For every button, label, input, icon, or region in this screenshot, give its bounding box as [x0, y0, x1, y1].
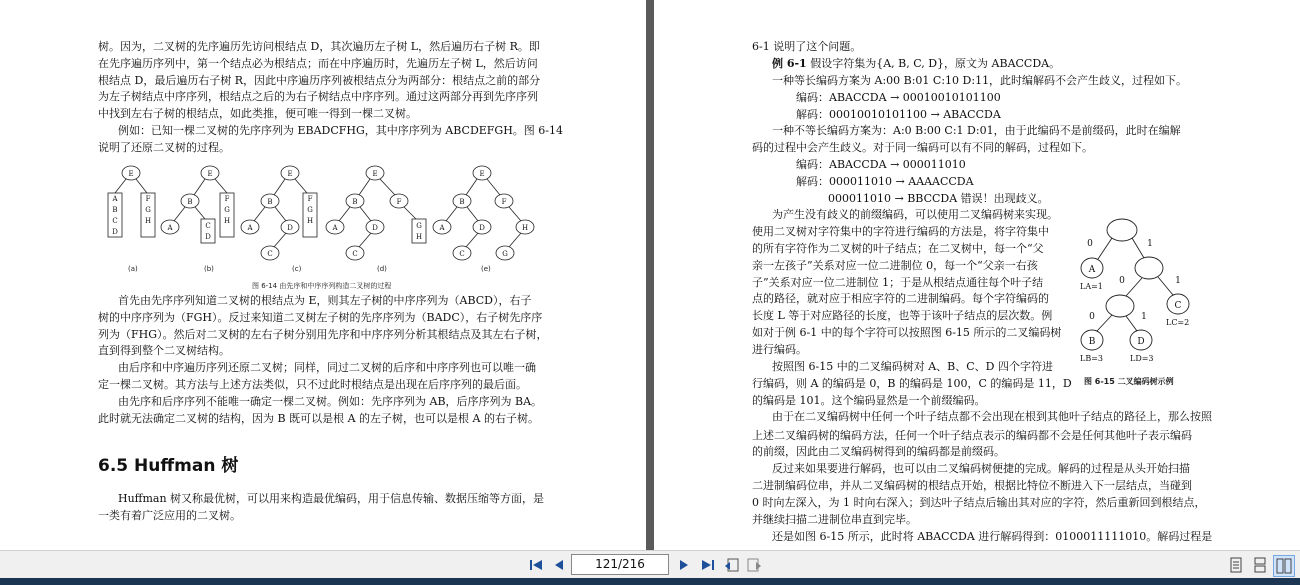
- svg-text:B: B: [352, 198, 358, 206]
- page-gutter: [646, 0, 654, 550]
- tree-node: [1135, 257, 1163, 279]
- go-back-icon: [724, 557, 740, 573]
- edge-label: 0: [1087, 239, 1093, 249]
- leaf-label: B: [1088, 337, 1096, 347]
- svg-text:D: D: [479, 224, 485, 232]
- svg-text:F: F: [307, 195, 313, 203]
- edge-label: 1: [1141, 312, 1147, 322]
- subfigure-label: (e): [481, 265, 491, 273]
- text-line: 使用二叉树对字符集中的字符进行编码的方法是，将字符集中: [752, 225, 1049, 238]
- tree-node: [1107, 219, 1137, 241]
- svg-text:E: E: [207, 170, 213, 178]
- svg-text:D: D: [287, 224, 293, 232]
- text-line: 由先序和后序序列不能唯一确定一棵二叉树。例如：先序序列为 AB，后序序列为 BA。: [118, 394, 543, 408]
- continuous-view-icon: [1253, 557, 1267, 573]
- svg-text:G: G: [145, 206, 151, 214]
- section-title: 6.5 Huffman 树: [98, 456, 239, 476]
- svg-text:D: D: [372, 224, 378, 232]
- leaf-length: LA=1: [1080, 282, 1103, 291]
- svg-text:H: H: [223, 217, 231, 225]
- svg-text:C: C: [267, 250, 273, 258]
- svg-text:G: G: [416, 222, 422, 230]
- go-forward-icon: [746, 557, 762, 573]
- text-line: 按照图 6-15 中的二叉编码树对 A、B、C、D 四个字符进: [772, 360, 1053, 373]
- text-line: 反过来如果要进行解码，也可以由二叉编码树便捷的完成。解码的过程是从头开始扫描: [772, 462, 1190, 475]
- left-page: [0, 0, 646, 550]
- edge-label: 1: [1175, 276, 1181, 286]
- text-line: 此时就无法确定二叉树的结构，因为 B 既可以是根 A 的左子树，也可以是根 A 的右子树。: [98, 411, 539, 425]
- last-page-icon: [701, 558, 715, 572]
- text-line: 行编码，则 A 的编码是 0，B 的编码是 100，C 的编码是 11，D: [752, 377, 1072, 390]
- first-page-icon: [529, 558, 543, 572]
- text-line: 二进制编码位串，并从二叉编码树的根结点开始，根据比特位不断进入下一层结点，当碰到: [752, 479, 1192, 492]
- subfigure-label: (c): [292, 265, 302, 273]
- text-line: 长度 L 等于对应路径的长度，也等于该叶子结点的层次数。例: [752, 309, 1053, 322]
- text-line: 上述二叉编码树的编码方法，任何一个叶子结点表示的编码都不会是任何其他叶子表示编码: [752, 429, 1192, 442]
- subfigure-label: (b): [204, 265, 214, 273]
- text-line: Huffman 树又称最优树，可以用来构造最优编码，用于信息传输、数据压缩等方面，是: [118, 492, 545, 505]
- text-line: 进行编码。: [752, 343, 807, 356]
- figure-6-15: [1074, 218, 1214, 378]
- svg-text:G: G: [224, 206, 230, 214]
- svg-text:B: B: [459, 198, 465, 206]
- text-line: 亲一左孩子”关系对应一位二进制位 0，每一个“父亲一右孩: [752, 259, 1038, 272]
- svg-text:C: C: [205, 222, 211, 230]
- svg-text:E: E: [128, 170, 134, 178]
- svg-text:A: A: [332, 224, 338, 232]
- viewer-toolbar: [0, 550, 1300, 579]
- example-heading: [772, 55, 1060, 72]
- text-line: 的前缀，因此由二叉编码树得到的编码都是前缀码。: [752, 445, 1005, 458]
- go-forward-button[interactable]: [744, 555, 764, 575]
- subfigure-label: (a): [128, 265, 138, 273]
- svg-text:A: A: [167, 224, 173, 232]
- next-page-icon: [677, 558, 691, 572]
- text-line: 点的路径，就对应于相应字符的二进制编码。每个字符编码的: [752, 292, 1049, 305]
- svg-text:H: H: [144, 217, 152, 225]
- svg-text:D: D: [205, 233, 211, 241]
- next-page-button[interactable]: [674, 555, 694, 575]
- text-line: 一类有着广泛应用的二叉树。: [98, 508, 241, 522]
- svg-text:B: B: [112, 206, 118, 214]
- continuous-view-button[interactable]: [1250, 555, 1270, 575]
- text-line: 一种不等长编码方案为：A:0 B:00 C:1 D:01，由于此编码不是前缀码，此时在编解: [772, 124, 1181, 137]
- go-back-button[interactable]: [722, 555, 742, 575]
- svg-text:F: F: [224, 195, 230, 203]
- svg-text:H: H: [415, 233, 423, 241]
- figure-6-14-caption: 图 6-14 由先序和中序序列构造二叉树的过程: [252, 282, 392, 290]
- single-page-icon: [1229, 557, 1243, 573]
- svg-text:E: E: [479, 170, 485, 178]
- tree-d: [326, 166, 426, 260]
- text-line: 一种等长编码方案为 A:00 B:01 C:10 D:11，此时编解码不会产生歧义，过程如下。: [772, 74, 1188, 87]
- text-line: 列为（FHG）。然后对二叉树的左右子树分别用先序和中序序列分析其根结点及其左右子树，: [98, 327, 548, 341]
- taskbar: [0, 578, 1300, 585]
- text-line: 由于在二叉编码树中任何一个叶子结点都不会出现在根到其他叶子结点的路径上，那么按照: [772, 410, 1212, 423]
- text-line: 的所有字符作为二叉树的叶子结点；在二叉树中，每一个“父: [752, 242, 1044, 255]
- svg-text:E: E: [372, 170, 378, 178]
- leaf-length: LC=2: [1166, 318, 1190, 327]
- text-line: 根结点 D，最后遍历右子树 R，因此中序遍历序列被根结点分为两部分：根结点之前的部分: [98, 73, 541, 87]
- single-page-view-button[interactable]: [1226, 555, 1246, 575]
- svg-text:A: A: [112, 195, 118, 203]
- text-line: 000011010 → BBCCDA 错误！出现歧义。: [828, 192, 1049, 205]
- svg-text:A: A: [247, 224, 253, 232]
- text-line: 中找到左右子树的根结点，如此类推，便可唯一得到一棵二叉树。: [98, 107, 417, 121]
- example-label: 例 6-1: [772, 57, 807, 70]
- svg-text:G: G: [307, 206, 313, 214]
- text-line: 编码：ABACCDA → 000011010: [796, 158, 966, 171]
- text-line: 码的过程中会产生歧义。对于同一编码可以有不同的解码，过程如下。: [752, 141, 1093, 154]
- svg-text:F: F: [396, 198, 402, 206]
- svg-text:F: F: [501, 198, 507, 206]
- prev-page-icon: [552, 558, 566, 572]
- text-line: 解码：000011010 → AAAACCDA: [796, 175, 974, 188]
- svg-text:A: A: [439, 224, 445, 232]
- text-line: 为左子树结点中序序列，根结点之后的为右子树结点中序序列。通过这两部分再到先序序列: [98, 90, 538, 104]
- svg-text:H: H: [521, 224, 529, 232]
- text-line: 说明了还原二叉树的过程。: [98, 140, 230, 154]
- text-line: 首先由先序序列知道二叉树的根结点为 E，则其左子树的中序序列为（ABCD），右子: [118, 294, 532, 307]
- tree-e: [433, 166, 534, 260]
- text-line: 并继续扫描二进制位串直到完毕。: [752, 513, 917, 526]
- page-number-input[interactable]: 121/216: [571, 554, 669, 575]
- tree-c: [241, 166, 317, 260]
- edge-label: 1: [1147, 239, 1153, 249]
- text-line: 子”关系对应一位二进制位 1；于是从根结点通往每个叶子结: [752, 276, 1044, 289]
- text-line: 为产生没有歧义的前缀编码，可以使用二叉编码树来实现。: [772, 208, 1058, 221]
- svg-text:C: C: [352, 250, 358, 258]
- svg-text:B: B: [267, 198, 273, 206]
- prev-page-button[interactable]: [549, 555, 569, 575]
- figure-6-15-caption: 图 6-15 二叉编码树示例: [1084, 377, 1174, 386]
- text-line: 树。因为，二叉树的先序遍历先访问根结点 D，其次遍历左子树 L，然后遍历右子树 R。即: [98, 40, 540, 53]
- leaf-length: LD=3: [1130, 354, 1154, 363]
- first-page-button[interactable]: [526, 555, 546, 575]
- text-line: 6-1 说明了这个问题。: [752, 40, 862, 53]
- text-line: 还是如图 6-15 所示，此时将 ABACCDA 进行解码得到：0100011111010。解码过程是: [772, 530, 1213, 543]
- tree-node: [1106, 295, 1134, 317]
- text-line: 编码：ABACCDA → 00010010101100: [796, 91, 1001, 104]
- subfigure-label: (d): [377, 265, 387, 273]
- svg-text:H: H: [306, 217, 314, 225]
- right-page: [654, 0, 1300, 550]
- text-line: 在先序遍历序列中，第一个结点必为根结点；而在中序遍历时，先遍历左子树 L，然后访问: [98, 56, 538, 70]
- svg-text:E: E: [287, 170, 293, 178]
- text-line: 例如：已知一棵二叉树的先序序列为 EBADCFHG，其中序序列为 ABCDEFGH。图 6-14: [118, 124, 564, 137]
- svg-text:C: C: [459, 250, 465, 258]
- text-line: 树的中序序列为（FGH）。反过来知道二叉树左子树的先序序列为（BADC），右子树先序序: [98, 310, 543, 324]
- figure-6-14: [0, 155, 646, 285]
- text-line: 直到得到整个二叉树结构。: [98, 344, 230, 358]
- edge-label: 0: [1089, 312, 1095, 322]
- svg-text:C: C: [112, 217, 118, 225]
- text-line: 定一棵二叉树。其方法与上述方法类似，只不过此时根结点是出现在后序序列的最后面。: [98, 378, 527, 391]
- example-text: 假设字符集为{A, B, C, D}，原文为 ABACCDA。: [810, 57, 1061, 70]
- leaf-label: D: [1137, 337, 1145, 347]
- svg-text:D: D: [112, 228, 118, 236]
- svg-text:G: G: [502, 250, 508, 258]
- text-line: 解码：00010010101100 → ABACCDA: [796, 108, 1001, 121]
- edge-label: 0: [1119, 276, 1125, 286]
- svg-text:B: B: [187, 198, 193, 206]
- text-line: 如对于例 6-1 中的每个字符可以按照图 6-15 所示的二叉编码树: [752, 326, 1062, 339]
- text-line: 由后序和中序遍历序列还原二叉树；同样，同过二叉树的后序和中序序列也可以唯一确: [118, 361, 536, 375]
- leaf-label: A: [1088, 265, 1096, 275]
- last-page-button[interactable]: [698, 555, 718, 575]
- svg-text:F: F: [145, 195, 151, 203]
- text-line: 的编码是 101。这个编码显然是一个前缀编码。: [752, 394, 986, 407]
- two-page-view-button[interactable]: [1273, 555, 1295, 577]
- leaf-label: C: [1174, 301, 1182, 311]
- two-page-view-icon: [1276, 558, 1292, 574]
- text-line: 0 时向左深入，为 1 时向右深入；到达叶子结点后输出其对应的字符，然后重新回到根结点，: [752, 496, 1206, 509]
- leaf-length: LB=3: [1080, 354, 1103, 363]
